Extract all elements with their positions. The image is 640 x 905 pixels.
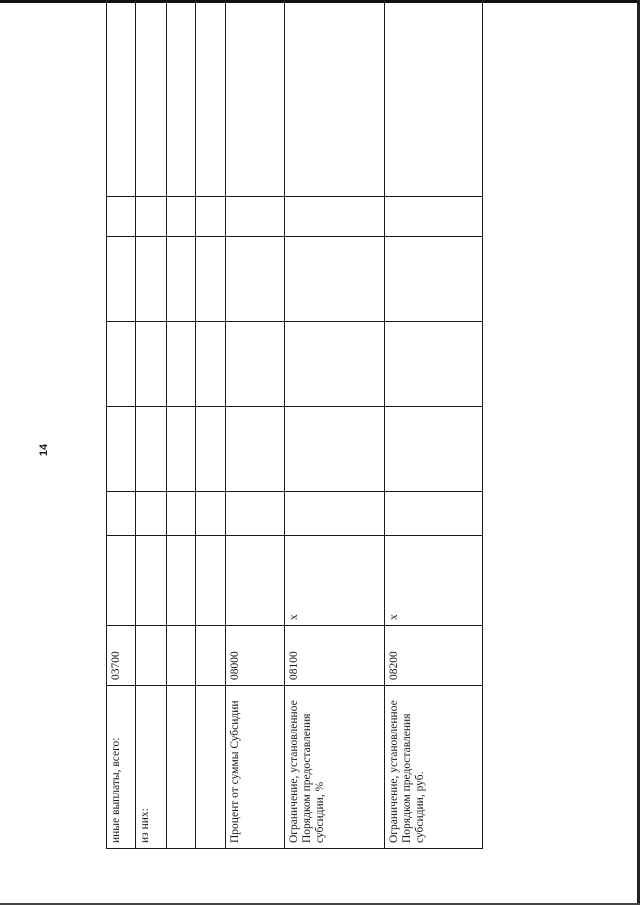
row-label: Ограничение, установленное Порядком предоставления субсидии, руб. [384,686,482,849]
table-cell [196,322,225,407]
row-label [166,686,195,849]
table-row [285,0,384,849]
table-cell [107,197,136,237]
table-cell [196,492,225,536]
table-cell [166,322,195,407]
table-cell [225,492,285,536]
table-cell [136,237,166,322]
row-code [166,626,195,686]
table-cell [384,197,482,237]
table-cell [384,492,482,536]
row-label: из них: [136,686,166,849]
table-cell [384,407,482,492]
table-cell [384,237,482,322]
table-cell [136,197,166,237]
table-cell [285,407,384,492]
table-row [166,0,195,849]
table-cell [107,0,136,197]
row-code [196,626,225,686]
row-label: Ограничение, установленное Порядком предоставления субсидии, % [285,686,384,849]
table-cell [196,0,225,197]
table-row [107,0,136,849]
row-code: 03700 [107,626,136,686]
table-cell [196,407,225,492]
table-cell [285,197,384,237]
table-cell [384,0,482,197]
page-number: 14 [38,443,50,457]
document-table [106,33,483,849]
table-cell [136,536,166,626]
table-cell [166,0,195,197]
table-row [196,0,225,849]
table-cell [166,237,195,322]
table-cell [107,407,136,492]
table-cell [285,492,384,536]
table-row [225,0,285,849]
table-cell [285,237,384,322]
table-cell [196,536,225,626]
table-cell: x [384,536,482,626]
table-cell [166,492,195,536]
table-cell [107,237,136,322]
table-cell [196,237,225,322]
table-cell [136,492,166,536]
table-cell [225,237,285,322]
table-cell [225,536,285,626]
table-cell [384,322,482,407]
table-cell [285,0,384,197]
row-code: 08100 [285,626,384,686]
table-cell [225,407,285,492]
table-cell [225,0,285,197]
table-cell [136,0,166,197]
table-cell [136,322,166,407]
table-row [136,0,166,849]
table-cell: x [285,536,384,626]
table-cell [166,197,195,237]
row-label: иные выплаты, всего: [107,686,136,849]
table-cell [107,492,136,536]
table-cell [166,536,195,626]
table-cell [196,197,225,237]
table-cell [107,322,136,407]
table-row [384,0,482,849]
table-cell [225,197,285,237]
row-label [196,686,225,849]
table-cell [285,322,384,407]
row-code: 08200 [384,626,482,686]
table-cell [225,322,285,407]
row-code: 08000 [225,626,285,686]
table-cell [136,407,166,492]
row-code [136,626,166,686]
table-cell [166,407,195,492]
table-cell [107,536,136,626]
row-label: Процент от суммы Субсидии [225,686,285,849]
